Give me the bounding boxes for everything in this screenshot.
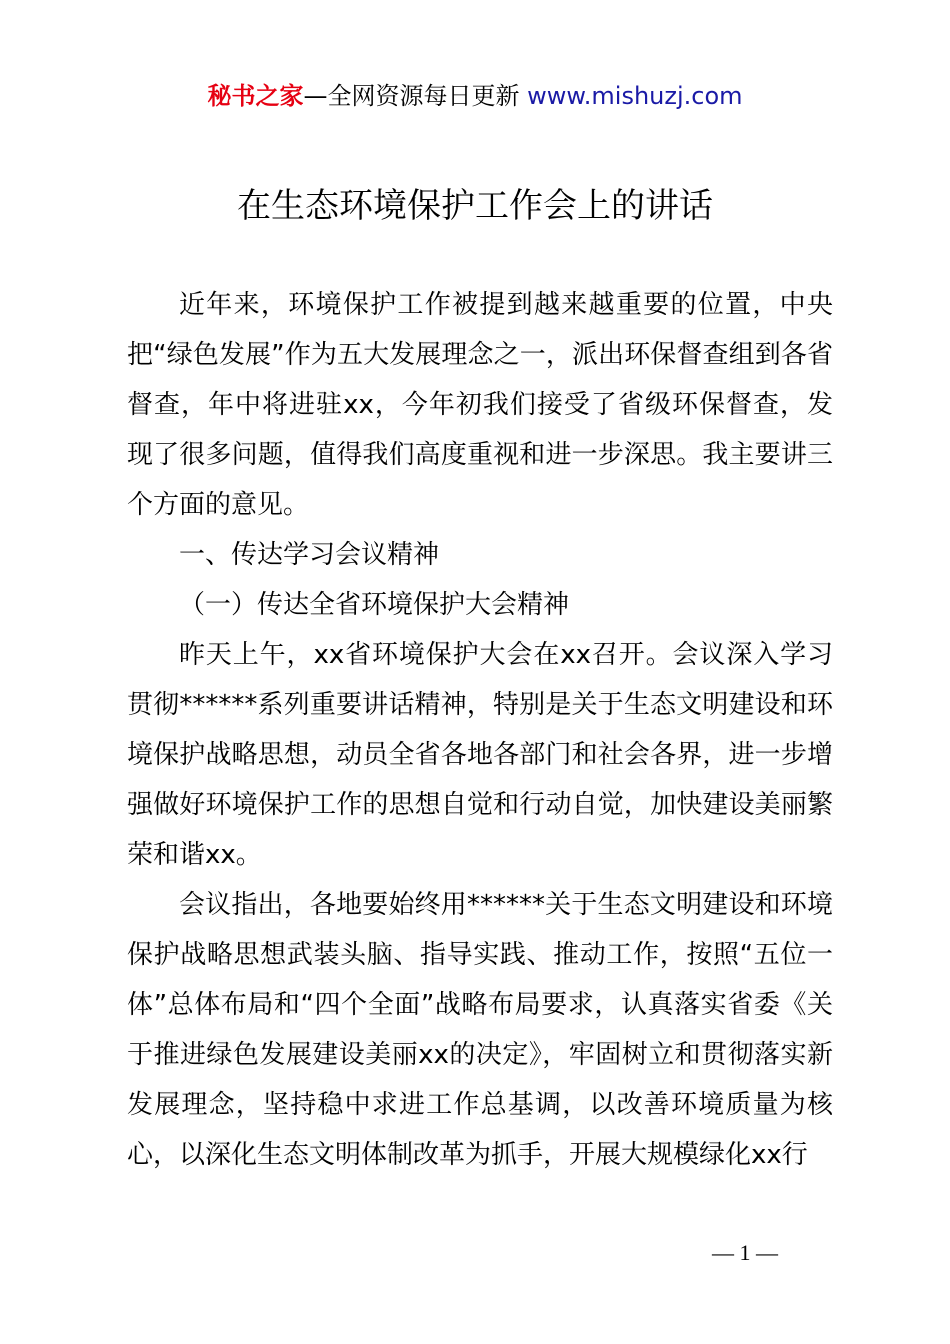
header-tagline: —全网资源每日更新 (303, 82, 520, 110)
paragraph-meeting-points: 会议指出，各地要始终用******关于生态文明建设和环境保护战略思想武装头脑、指导实践、推动工作，按照“五位一体”总体布局和“四个全面”战略布局要求，认真落实省委《关于推进绿色发展建设美丽xx的决定》，牢固树立和贯彻落实新发展理念，坚持稳中求进工作总基调，以改善环境质量为核心，以深化生态文明体制改革为抓手，开展大规模绿化xx行 (127, 890, 833, 1170)
paragraph-meeting: 昨天上午，xx省环境保护大会在xx召开。会议深入学习贯彻******系列重要讲话精神，特别是关于生态文明建设和环境保护战略思想，动员全省各地各部门和社会各界，进一步增强做好环境保护工作的思想自觉和行动自觉，加快建设美丽繁荣和谐xx。 (127, 640, 833, 870)
header-url-link[interactable]: www.mishuzj.com (527, 82, 743, 110)
document-header (0, 78, 950, 114)
page-number: — 1 — (712, 1240, 778, 1265)
paragraph-intro: 近年来，环境保护工作被提到越来越重要的位置，中央把“绿色发展”作为五大发展理念之一，派出环保督查组到各省督查，年中将进驻xx，今年初我们接受了省级环保督查，发现了很多问题，值得我们高度重视和进一步深思。我主要讲三个方面的意见。 (127, 290, 833, 520)
document-body (127, 280, 833, 1180)
subsection-heading-1: （一）传达全省环境保护大会精神 (179, 590, 570, 620)
header-brand: 秘书之家 (207, 82, 304, 110)
document-title: 在生态环境保护工作会上的讲话 (237, 186, 713, 226)
section-heading-1: 一、传达学习会议精神 (179, 540, 440, 570)
